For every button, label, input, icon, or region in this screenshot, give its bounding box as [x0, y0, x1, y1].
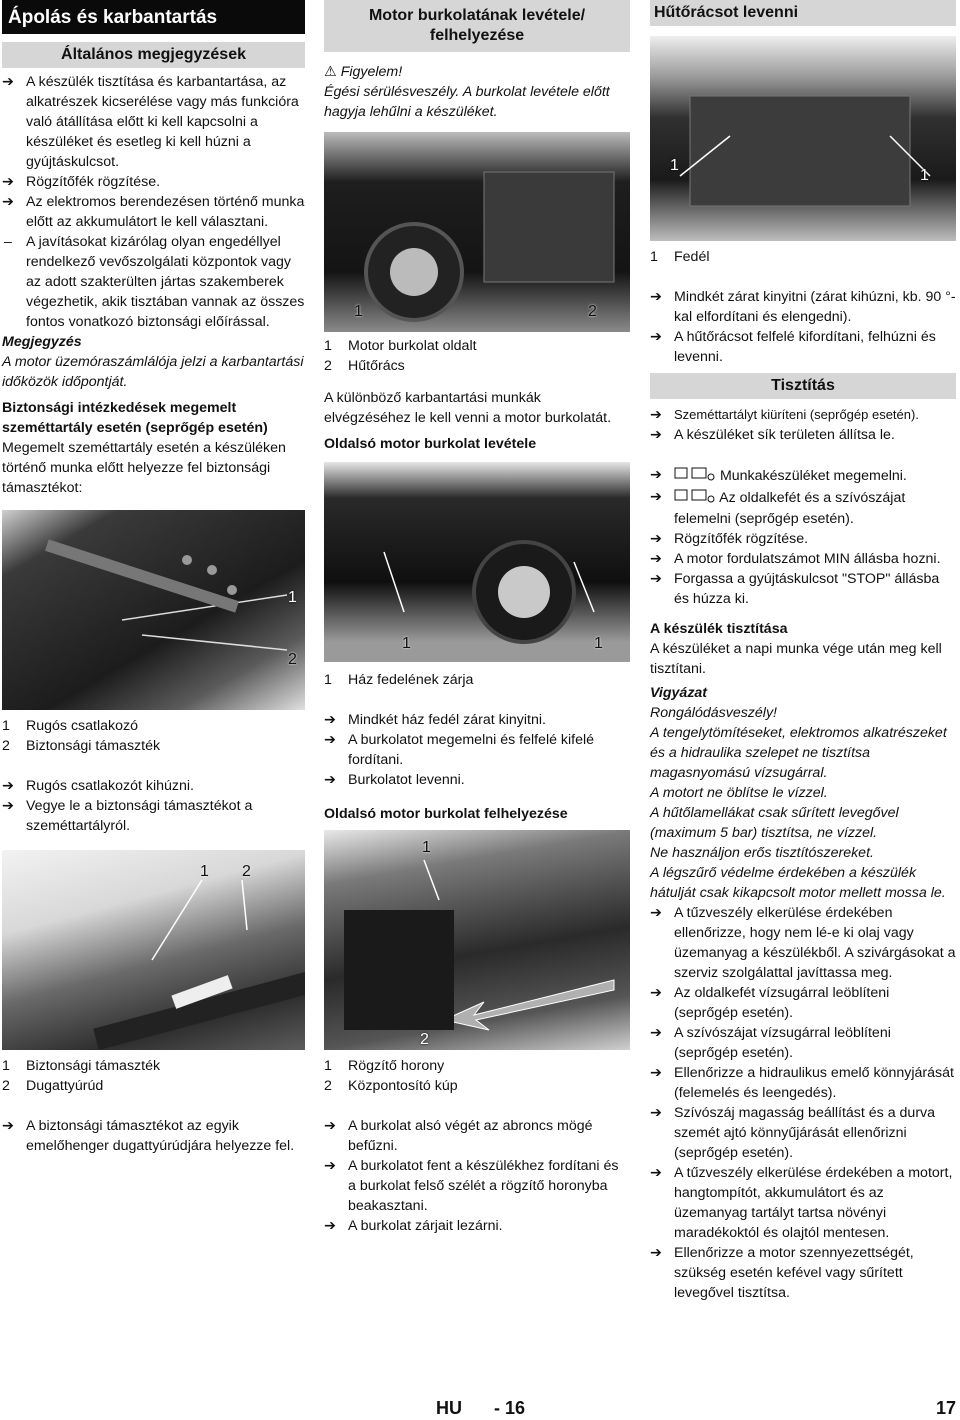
machine-mode-icon [674, 487, 716, 509]
step-item: ➔ Mindkét ház fedél zárat kinyitni. [324, 712, 546, 728]
photo-illustration [324, 830, 630, 1050]
arrow-right-icon: ➔ [650, 551, 662, 567]
step-item: ➔ Forgassa a gyújtáskulcsot "STOP" állásba és húzza ki. [650, 571, 940, 607]
photo-illustration [2, 850, 305, 1050]
dash-note: – A javításokat kizárólag olyan engedéllyel rendelkező vevőszolgálati központok vagy az adott szakterülten jártas szakemberek végezhetik, akik tisztában vannak az összes fontos vonatkozó biztonsági előírással. [4, 234, 305, 330]
arrow-right-icon: ➔ [650, 329, 662, 345]
photo-engine-cover [324, 132, 630, 332]
device-cleaning-title: A készülék tisztítása [650, 621, 788, 637]
callout-2: 2 [420, 1031, 429, 1048]
legend-row: 1 Motor burkolat oldalt [324, 338, 477, 354]
arrow-right-icon: ➔ [324, 1118, 336, 1134]
arrow-right-icon: ➔ [324, 1218, 336, 1234]
arrow-right-icon: ➔ [650, 1105, 662, 1121]
arrow-right-icon: ➔ [650, 1065, 662, 1081]
note-item: ➔ A készülék tisztítása és karbantartása, az alkatrészek kicserélése vagy más funkcióra való átállítása előtt ki kell kapcsolni a készüléket és esetleg ki kell húzni a gyújtáskulcsot. [2, 74, 299, 170]
note-item: ➔ Az elektromos berendezésen történő munka előtt az akkumulátort le kell választani. [2, 194, 305, 230]
column-3 [650, 0, 956, 1303]
arrow-right-icon: ➔ [2, 194, 14, 210]
arrow-right-icon: ➔ [324, 712, 336, 728]
arrow-right-icon: ➔ [650, 905, 662, 921]
caution-line: Rongálódásveszély! [650, 705, 777, 721]
warning-triangle-icon: ⚠ [324, 64, 337, 80]
caution-title: Vigyázat [650, 685, 708, 701]
callout-1: 1 [200, 863, 209, 880]
section-title: Ápolás és karbantartás [2, 0, 305, 34]
step-item: ➔ Rögzítőfék rögzítése. [650, 531, 809, 547]
arrow-right-icon: ➔ [2, 174, 14, 190]
step-item: ➔ Az oldalkefét és a szívószájat felemelni (seprőgép esetén). [650, 489, 906, 527]
step-item: ➔ A tűzveszély elkerülése érdekében a motort, hangtompítót, akkumulátort és az üzemanyag tartályt tartsa növényi maradékoktól és olajtól mentesen. [650, 1165, 953, 1241]
step-item: ➔ A motor fordulatszámot MIN állásba hozni. [650, 551, 941, 567]
step-item: ➔ Ellenőrizze a hidraulikus emelő könnyjárását (felemelés és leengedés). [650, 1065, 954, 1101]
legend-row: 2 Dugattyúrúd [2, 1078, 104, 1094]
photo-housing-lock [324, 462, 630, 662]
photo-illustration [324, 462, 630, 662]
caution-line: Ne használjon erős tisztítószereket. [650, 845, 874, 861]
step-item: ➔ A burkolatot fent a készülékhez fordítani és a burkolat felső szélét a rögzítő horonyba beakasztani. [324, 1158, 619, 1214]
step-item: ➔ Burkolatot levenni. [324, 772, 465, 788]
remark-text: A motor üzemóraszámlálója jelzi a karbantartási időközök időpontját. [2, 354, 304, 390]
callout-1: 1 [288, 589, 297, 606]
machine-mode-icon [674, 465, 716, 487]
arrow-right-icon: ➔ [650, 985, 662, 1001]
photo-spring-connector [2, 510, 305, 710]
step-item: ➔ Szívószáj magasság beállítást és a durva szemét ajtó könnyűjárását ellenőrizni (seprőgép esetén). [650, 1105, 936, 1161]
step-item: ➔ Vegye le a biztonsági támasztékot a szeméttartályról. [2, 798, 253, 834]
footer-page-dash: - 16 [494, 1398, 526, 1418]
callout-1: 1 [920, 167, 929, 184]
arrow-right-icon: ➔ [650, 489, 662, 505]
footer-language: HU [436, 1398, 462, 1418]
warning-text: Égési sérülésveszély. A burkolat levétele előtt hagyja lehűlni a készüléket. [324, 84, 610, 120]
arrow-right-icon: ➔ [650, 289, 662, 305]
arrow-right-icon: ➔ [650, 1245, 662, 1261]
step-item: ➔ Ellenőrizze a motor szennyezettségét, szükség esetén kefével vagy sűrített levegővel tisztítsa. [650, 1245, 914, 1301]
column-1 [2, 0, 305, 1156]
safety-title: Biztonsági intézkedések megemelt szeméttartály esetén (seprőgép esetén) [2, 400, 268, 436]
arrow-right-icon: ➔ [324, 772, 336, 788]
callout-1: 1 [422, 839, 431, 856]
arrow-right-icon: ➔ [650, 1025, 662, 1041]
step-item: ➔ Az oldalkefét vízsugárral leöblíteni (seprőgép esetén). [650, 985, 890, 1021]
arrow-right-icon: ➔ [324, 1158, 336, 1174]
install-title: Oldalsó motor burkolat felhelyezése [324, 806, 568, 822]
arrow-right-icon: ➔ [324, 732, 336, 748]
step-item: ➔ A hűtőrácsot felfelé kifordítani, felhúzni és levenni. [650, 329, 936, 365]
step-item: ➔ A burkolatot megemelni és felfelé kifelé fordítani. [324, 732, 595, 768]
callout-1: 1 [402, 635, 411, 652]
photo-radiator [650, 36, 956, 241]
arrow-right-icon: ➔ [2, 798, 14, 814]
legend-row: 1 Fedél [650, 249, 710, 265]
photo-illustration [2, 510, 305, 710]
step-item: ➔ A szívószájat vízsugárral leöblíteni (seprőgép esetén). [650, 1025, 891, 1061]
general-notes-title: Általános megjegyzések [2, 42, 305, 68]
callout-2: 2 [242, 863, 251, 880]
arrow-right-icon: ➔ [650, 407, 662, 423]
engine-cover-title: Motor burkolatának levétele/ felhelyezése [324, 0, 630, 52]
dash-bullet: – [4, 234, 12, 250]
callout-1: 1 [594, 635, 603, 652]
step-item: ➔ Mindkét zárat kinyitni (zárat kihúzni, kb. 90 °-kal elfordítani és elengedni). [650, 289, 956, 325]
legend-row: 1 Rugós csatlakozó [2, 718, 138, 734]
legend-row: 1 Ház fedelének zárja [324, 672, 474, 688]
arrow-right-icon: ➔ [650, 1165, 662, 1181]
arrow-right-icon: ➔ [2, 1118, 14, 1134]
footer-page-number: 17 [936, 1398, 957, 1418]
arrow-right-icon: ➔ [2, 778, 14, 794]
step-item: ➔ A burkolat zárjait lezárni. [324, 1218, 503, 1234]
callout-1: 1 [354, 303, 363, 320]
legend-row: 1 Rögzítő horony [324, 1058, 445, 1074]
step-item: ➔ Munkakészüléket megemelni. [650, 465, 956, 487]
safety-text: Megemelt szeméttartály esetén a készüléken történő munka előtt helyezze fel biztonsági támasztékot: [2, 440, 286, 496]
warning-title: ⚠ Figyelem! [324, 64, 403, 80]
caution-line: A motort ne öblítse le vízzel. [650, 785, 828, 801]
arrow-right-icon: ➔ [650, 531, 662, 547]
photo-illustration [324, 132, 630, 332]
callout-2: 2 [588, 303, 597, 320]
note-item: ➔ Rögzítőfék rögzítése. [2, 174, 161, 190]
callout-1: 1 [670, 157, 679, 174]
step-item: ➔ A készüléket sík területen állítsa le. [650, 427, 895, 443]
device-cleaning-text: A készüléket a napi munka vége után meg kell tisztítani. [650, 641, 942, 677]
arrow-right-icon: ➔ [650, 467, 662, 483]
intro-text: A különböző karbantartási munkák elvégzéséhez le kell venni a motor burkolatát. [324, 390, 612, 426]
step-item: ➔ A biztonsági támasztékot az egyik emelőhenger dugattyúrúdjára helyezze fel. [2, 1118, 295, 1154]
radiator-title: Hűtőrácsot levenni [650, 0, 956, 26]
arrow-right-icon: ➔ [650, 571, 662, 587]
column-2 [324, 0, 630, 1236]
legend-row: 2 Központosító kúp [324, 1078, 458, 1094]
caution-line: A tengelytömítéseket, elektromos alkatrészeket és a hidraulika szelepet ne tisztítsa magasnyomású vízsugárral. [650, 725, 947, 781]
cleaning-title: Tisztítás [650, 373, 956, 399]
legend-row: 2 Hűtőrács [324, 358, 405, 374]
arrow-right-icon: ➔ [2, 74, 14, 90]
photo-fixing-groove [324, 830, 630, 1050]
remove-title: Oldalsó motor burkolat levétele [324, 436, 537, 452]
step-item: ➔ A tűzveszély elkerülése érdekében ellenőrizze, hogy nem lé-e ki olaj vagy üzemanyag a készülékből. A szivárgásokat a szerviz szolgálattal javíttassa meg. [650, 905, 956, 981]
step-item: ➔ Rugós csatlakozót kihúzni. [2, 778, 194, 794]
step-item: ➔ A burkolat alsó végét az abroncs mögé befűzni. [324, 1118, 593, 1154]
legend-row: 2 Biztonsági támaszték [2, 738, 161, 754]
arrow-right-icon: ➔ [650, 427, 662, 443]
step-item: ➔ Szeméttartályt kiüríteni (seprőgép esetén). [650, 407, 919, 423]
legend-row: 1 Biztonsági támaszték [2, 1058, 161, 1074]
photo-illustration [650, 36, 956, 241]
caution-line: A légszűrő védelme érdekében a készülék hátulját csak kikapcsolt motor mellett mossa le. [650, 865, 946, 901]
caution-line: A hűtőlamellákat csak sűrített levegővel (maximum 5 bar) tisztítsa, ne vízzel. [650, 805, 899, 841]
callout-2: 2 [288, 651, 297, 668]
photo-safety-support [2, 850, 305, 1050]
remark-title: Megjegyzés [2, 334, 82, 350]
